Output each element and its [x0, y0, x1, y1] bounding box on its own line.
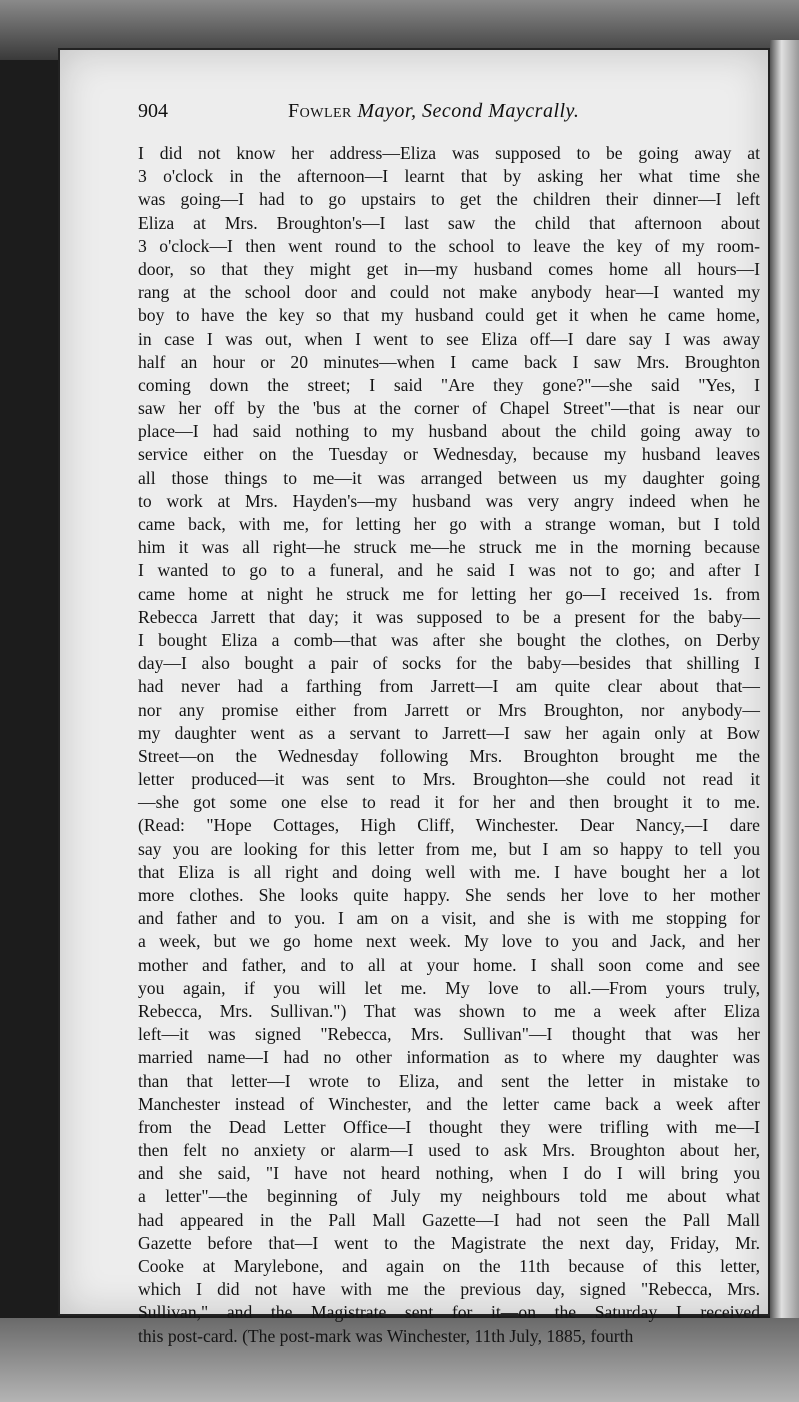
text-line: Street—on the Wednesday following Mrs. Broughton brought me the [138, 745, 760, 766]
text-line: (Read: "Hope Cottages, High Cliff, Winchester. Dear Nancy,—I dare [138, 815, 760, 836]
text-line: nor any promise either from Jarrett or Mrs Broughton, nor anybody— [138, 699, 760, 720]
text-line: Manchester instead of Winchester, and the letter came back a week after [138, 1093, 760, 1114]
text-line: you again, if you will let me. My love to all.—From yours truly, [138, 977, 760, 998]
text-line: —she got some one else to read it for her and then brought it to me. [138, 792, 760, 813]
text-line: that Eliza is all right and doing well with me. I have bought her a lot [138, 861, 760, 882]
text-line: Gazette before that—I went to the Magistrate the next day, Friday, Mr. [138, 1232, 760, 1253]
text-line: day—I also bought a pair of socks for the baby—besides that shilling I [138, 653, 760, 674]
text-line: letter produced—it was sent to Mrs. Broughton—she could not read it [138, 769, 760, 790]
text-line: than that letter—I wrote to Eliza, and sent the letter in mistake to [138, 1070, 760, 1091]
text-line: him it was all right—he struck me—he struck me in the morning because [138, 537, 760, 558]
text-line: a week, but we go home next week. My love to you and Jack, and her [138, 931, 760, 952]
text-line: left—it was signed "Rebecca, Mrs. Sullivan"—I thought that was her [138, 1024, 760, 1045]
text-line: in case I was out, when I went to see Eliza off—I dare say I was away [138, 328, 760, 349]
text-line: saw her off by the 'bus at the corner of Chapel Street"—that is near our [138, 398, 760, 419]
text-line: my daughter went as a servant to Jarrett—I saw her again only at Bow [138, 722, 760, 743]
text-line: to work at Mrs. Hayden's—my husband was very angry indeed when he [138, 490, 760, 511]
book-page-edge [770, 40, 799, 1330]
page-header [138, 100, 758, 134]
text-line: service either on the Tuesday or Wednesday, because my husband leaves [138, 444, 760, 465]
text-line: I wanted to go to a funeral, and he said I was not to go; and after I [138, 560, 760, 581]
text-line: was going—I had to go upstairs to get the children their dinner—I left [138, 189, 760, 210]
text-line: Rebecca Jarrett that day; it was supposed to be a present for the baby— [138, 606, 760, 627]
text-line: had never had a farthing from Jarrett—I am quite clear about that— [138, 676, 760, 697]
text-line: I did not know her address—Eliza was supposed to be going away at [138, 143, 760, 163]
text-line: say you are looking for this letter from me, but I am so happy to tell you [138, 838, 760, 859]
body-text [138, 142, 760, 1348]
running-head-name: Fowler [288, 100, 352, 122]
text-line: I bought Eliza a comb—that was after she bought the clothes, on Derby [138, 629, 760, 650]
text-line: 3 o'clock—I then went round to the school to leave the key of my room- [138, 235, 760, 256]
text-line: married name—I had no other information as to where my daughter was [138, 1047, 760, 1068]
text-line: boy to have the key so that my husband could get it when he came home, [138, 305, 760, 326]
text-line: place—I had said nothing to my husband about the child going away to [138, 421, 760, 442]
page-number: 904 [138, 100, 168, 122]
text-line: Cooke at Marylebone, and again on the 11th because of this letter, [138, 1256, 760, 1276]
text-line: coming down the street; I said "Are they gone?"—she said "Yes, I [138, 374, 760, 395]
text-line: and she said, "I have not heard nothing, when I do I will bring you [138, 1163, 760, 1184]
text-line: Sullivan," and the Magistrate sent for it—on the Saturday I received [138, 1302, 760, 1323]
text-line: Rebecca, Mrs. Sullivan.") That was shown to me a week after Eliza [138, 1000, 760, 1021]
running-head-title: Mayor, Second Maycrally. [357, 100, 580, 122]
running-head [288, 100, 579, 123]
text-line: then felt no anxiety or alarm—I used to ask Mrs. Broughton about her, [138, 1140, 760, 1161]
text-line: had appeared in the Pall Mall Gazette—I had not seen the Pall Mall [138, 1209, 760, 1230]
text-line: and father and to you. I am on a visit, and she is with me stopping for [138, 908, 760, 929]
text-line: came home at night he struck me for letting her go—I received 1s. from [138, 583, 760, 604]
text-line: rang at the school door and could not make anybody hear—I wanted my [138, 282, 760, 303]
text-line: Eliza at Mrs. Broughton's—I last saw the child that afternoon about [138, 212, 760, 233]
text-line: door, so that they might get in—my husband comes home all hours—I [138, 258, 760, 279]
text-line: which I did not have with me the previous day, signed "Rebecca, Mrs. [138, 1279, 760, 1300]
text-line: more clothes. She looks quite happy. She sends her love to her mother [138, 885, 760, 905]
text-line: a letter"—the beginning of July my neighbours told me about what [138, 1186, 760, 1207]
text-line: came back, with me, for letting her go with a strange woman, but I told [138, 514, 760, 534]
book-page [58, 48, 770, 1346]
text-line: mother and father, and to all at your home. I shall soon come and see [138, 954, 760, 975]
text-line: all those things to me—it was arranged between us my daughter going [138, 467, 760, 488]
text-line: this post-card. (The post-mark was Winchester, 11th July, 1885, fourth [138, 1325, 634, 1346]
text-line: from the Dead Letter Office—I thought they were trifling with me—I [138, 1116, 760, 1137]
text-line: half an hour or 20 minutes—when I came back I saw Mrs. Broughton [138, 351, 760, 372]
text-line: 3 o'clock in the afternoon—I learnt that by asking her what time she [138, 166, 760, 187]
